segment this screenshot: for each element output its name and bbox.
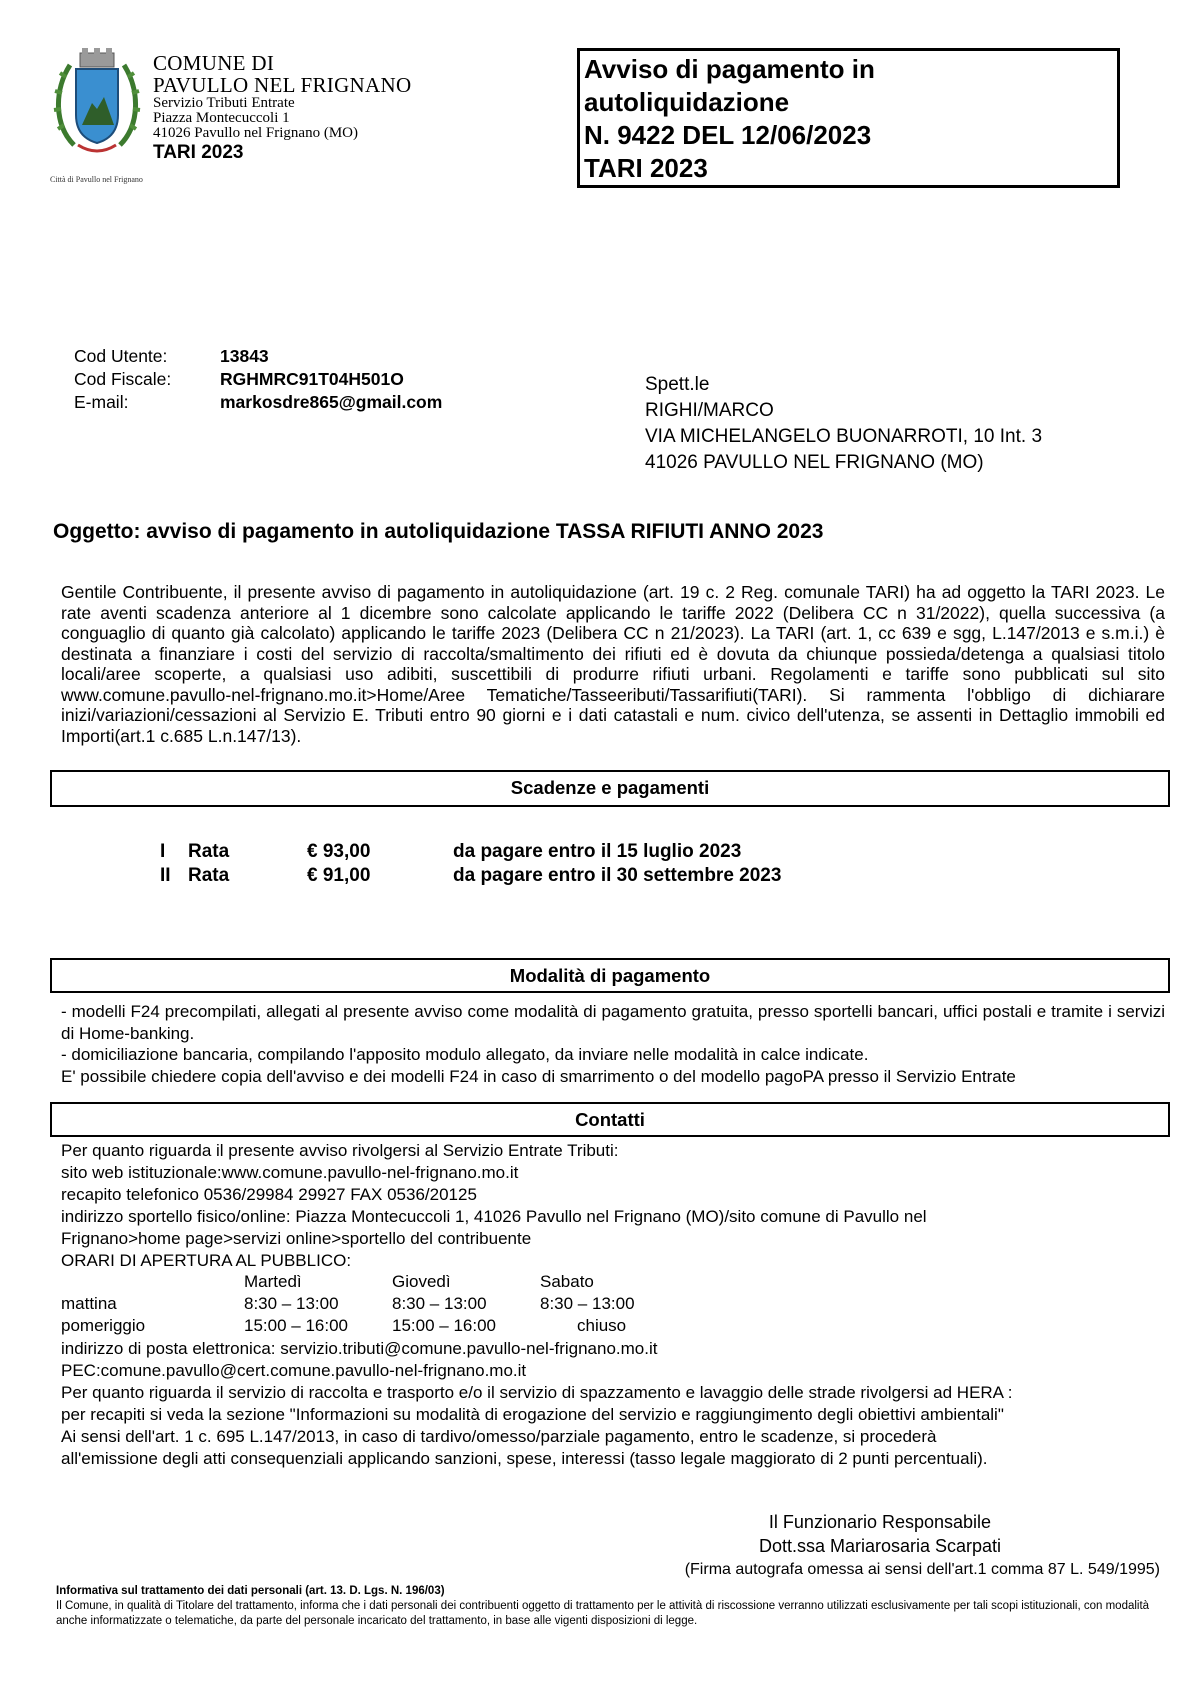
installment-2-due: da pagare entro il 30 settembre 2023	[453, 865, 782, 886]
contacts-late-payment-2: all'emissione degli atti consequenziali applicando sanzioni, spese, interessi (tasso legale maggiorato di 2 punti percentuali).	[61, 1449, 988, 1468]
contacts-hours-title: ORARI DI APERTURA AL PUBBLICO:	[61, 1251, 352, 1270]
installment-1-label: Rata	[188, 841, 230, 862]
fiscal-code-label: Cod Fiscale:	[74, 369, 172, 389]
payment-methods-text	[61, 1001, 1165, 1087]
section-header-scadenze: Scadenze e pagamenti	[50, 770, 1170, 807]
hours-morning-thursday: 8:30 – 13:00	[392, 1294, 487, 1313]
email-value: markosdre865@gmail.com	[220, 392, 443, 412]
hours-afternoon-label: pomeriggio	[61, 1316, 146, 1335]
hours-morning-saturday: 8:30 – 13:00	[540, 1294, 635, 1313]
installment-1-amount: € 93,00	[307, 841, 371, 862]
notice-number: N. 9422 DEL 12/06/2023	[584, 120, 872, 150]
fiscal-code-value: RGHMRC91T04H501O	[220, 369, 404, 389]
payment-method-f24: - modelli F24 precompilati, allegati al presente avviso come modalità di pagamento gratuita, presso sportelli bancari, uffici postali e tramite i servizi di Home-banking.	[61, 1002, 1165, 1043]
hours-afternoon-thursday: 15:00 – 16:00	[392, 1316, 496, 1335]
municipal-crest-icon	[52, 45, 142, 180]
contacts-hera-info: per recapiti si veda la sezione "Informazioni su modalità di erogazione del servizio e raggiungimento degli obiettivi ambientali"	[61, 1405, 1004, 1424]
payment-copy-note: E' possibile chiedere copia dell'avviso e dei modelli F24 in caso di smarrimento o del modello pagoPA presso il Servizio Entrate	[61, 1066, 1016, 1086]
issuer-name-line1: COMUNE DI	[153, 51, 275, 75]
payment-method-direct-debit: - domiciliazione bancaria, compilando l'apposito modulo allegato, da inviare nelle modalità in calce indicate.	[61, 1045, 869, 1064]
body-paragraph: Gentile Contribuente, il presente avviso di pagamento in autoliquidazione (art. 19 c. 2 Reg. comunale TARI) ha ad oggetto la TARI 2023. Le rate aventi scadenza anteriore al 1 dicembre sono calcolate applicando le tariffe 2022 (Delibera CC n 31/2022), quella successiva (a conguaglio di quanto già calcolato) applicando le tariffe 2023 (Delibera CC n 21/2023). La TARI (art. 1, cc 639 e sgg, L.147/2013 e s.m.i.) è destinata a finanziare i costi del servizio di raccolta/smaltimento dei rifiuti ed è dovuta da chiunque possieda/detenga a qualsiasi titolo locali/aree scoperte, a qualsiasi uso adibiti, suscettibili di produrre rifiuti urbani. Regolamenti e tariffe sono pubblicati sul sito www.comune.pavullo-nel-frignano.mo.it>Home/Aree Tematiche/Tasseeributi/Tassarifiuti(TARI). Si rammenta l'obbligo di dichiarare inizi/variazioni/cessazioni al Servizio E. Tributi entro 90 giorni e i dati catastali e num. civico dell'utenza, se assenti in Dettaglio immobili ed Importi(art.1 c.685 L.n.147/13).	[61, 582, 1165, 746]
privacy-notice	[56, 1584, 1156, 1629]
contacts-late-payment: Ai sensi dell'art. 1 c. 695 L.147/2013, in caso di tardivo/omesso/parziale pagamento, entro le scadenze, si procederà	[61, 1427, 937, 1446]
contacts-hera: Per quanto riguarda il servizio di raccolta e trasporto e/o il servizio di spazzamento e lavaggio delle strade rivolgersi ad HERA :	[61, 1383, 1013, 1402]
subject-line: Oggetto: avviso di pagamento in autoliquidazione TASSA RIFIUTI ANNO 2023	[53, 520, 824, 543]
section-header-contatti: Contatti	[50, 1102, 1170, 1137]
installment-1-number: I	[160, 841, 166, 862]
contacts-phone: recapito telefonico 0536/29984 29927 FAX 0536/20125	[61, 1185, 477, 1204]
signature-block	[600, 1510, 1160, 1582]
crest-caption: Città di Pavullo nel Frignano	[50, 175, 143, 184]
recipient-street: VIA MICHELANGELO BUONARROTI, 10 Int. 3	[645, 426, 1043, 447]
contacts-intro: Per quanto riguarda il presente avviso rivolgersi al Servizio Entrate Tributi:	[61, 1141, 619, 1160]
taxpayer-identifiers	[74, 345, 442, 414]
hours-afternoon-tuesday: 15:00 – 16:00	[244, 1316, 348, 1335]
notice-line1: Avviso di pagamento in	[584, 54, 875, 84]
recipient-name: RIGHI/MARCO	[645, 400, 774, 421]
issuer-name-line2: PAVULLO NEL FRIGNANO	[153, 73, 412, 97]
installment-2-label: Rata	[188, 865, 230, 886]
hours-afternoon-saturday: chiuso	[577, 1316, 627, 1335]
issuer-block	[153, 52, 411, 162]
user-code-label: Cod Utente:	[74, 346, 168, 366]
issuer-address2: 41026 Pavullo nel Frignano (MO)	[153, 125, 358, 141]
signature-name: Dott.ssa Mariarosaria Scarpati	[758, 1536, 1002, 1556]
contacts-office-address: indirizzo sportello fisico/online: Piazza Montecuccoli 1, 41026 Pavullo nel Frignano (MO)/sito comune di Pavullo nel	[61, 1207, 927, 1226]
recipient-address	[645, 372, 1042, 476]
section-header-modalita: Modalità di pagamento	[50, 958, 1170, 993]
recipient-city: 41026 PAVULLO NEL FRIGNANO (MO)	[645, 452, 984, 473]
contacts-email: indirizzo di posta elettronica: servizio.tributi@comune.pavullo-nel-frignano.mo.it	[61, 1339, 658, 1358]
signature-note: (Firma autografa omessa ai sensi dell'art.1 comma 87 L. 549/1995)	[684, 1561, 1160, 1578]
hours-day-saturday: Sabato	[540, 1272, 594, 1291]
contacts-office-path: Frignano>home page>servizi online>sportello del contribuente	[61, 1229, 532, 1248]
contacts-website: sito web istituzionale:www.comune.pavullo-nel-frignano.mo.it	[61, 1163, 519, 1182]
privacy-text: Il Comune, in qualità di Titolare del trattamento, informa che i dati personali dei contribuenti oggetto di trattamento per le attività di riscossione verranno utilizzati esclusivamente per tali scopi istituzionali, con modalità anche informatizzate o telematiche, da parte del personale incaricato del trattamento, in base alle vigenti disposizioni di legge.	[56, 1600, 1150, 1627]
hours-day-thursday: Giovedì	[392, 1272, 451, 1291]
installment-2-number: II	[160, 865, 171, 886]
recipient-salutation: Spett.le	[645, 374, 710, 395]
signature-role: Il Funzionario Responsabile	[768, 1512, 992, 1532]
hours-day-tuesday: Martedì	[244, 1272, 302, 1291]
email-label: E-mail:	[74, 392, 129, 412]
issuer-tax-label: TARI 2023	[153, 142, 244, 163]
notice-tax: TARI 2023	[584, 153, 708, 183]
notice-title-box	[577, 48, 1120, 188]
installment-2-amount: € 91,00	[307, 865, 371, 886]
issuer-address1: Piazza Montecuccoli 1	[153, 110, 290, 126]
hours-morning-label: mattina	[61, 1294, 117, 1313]
user-code-value: 13843	[220, 346, 269, 366]
contacts-pec: PEC:comune.pavullo@cert.comune.pavullo-nel-frignano.mo.it	[61, 1361, 527, 1380]
hours-morning-tuesday: 8:30 – 13:00	[244, 1294, 339, 1313]
issuer-office: Servizio Tributi Entrate	[153, 95, 295, 111]
notice-line2: autoliquidazione	[584, 87, 790, 117]
installment-1-due: da pagare entro il 15 luglio 2023	[453, 841, 742, 862]
privacy-title: Informativa sul trattamento dei dati personali (art. 13. D. Lgs. N. 196/03)	[56, 1585, 445, 1597]
